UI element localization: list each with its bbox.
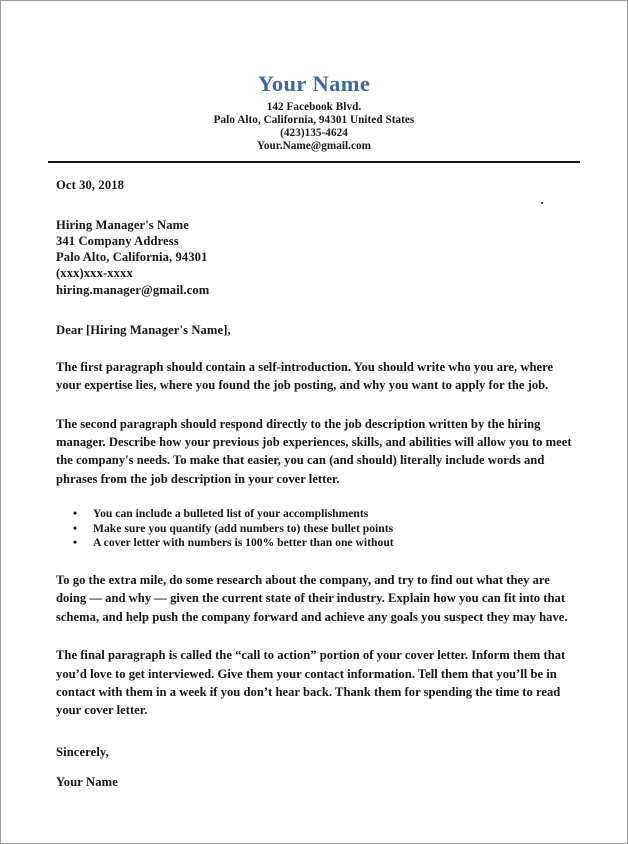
recipient-email: hiring.manager@gmail.com xyxy=(56,282,210,297)
accomplishments-list xyxy=(56,507,572,551)
header-divider xyxy=(48,161,580,163)
recipient-phone: (xxx)xxx-xxxx xyxy=(56,266,133,281)
stray-mark xyxy=(541,202,543,204)
salutation: Dear [Hiring Manager's Name], xyxy=(56,322,231,337)
recipient-city-state-zip: Palo Alto, California, 94301 xyxy=(56,250,208,265)
sender-address-line-2: Palo Alto, California, 94301 United States xyxy=(213,114,415,127)
list-item-label: A cover letter with numbers is 100% better than one without xyxy=(93,536,394,550)
bullet-icon: • xyxy=(73,507,78,521)
paragraph-third: To go the extra mile, do some research about the company, and try to find out what they are doing — and why — given the current state of their industry. Explain how you can fit into that schema, and help push the company forward and achieve any goals you suspect they may have. xyxy=(56,572,568,624)
bullet-icon: • xyxy=(73,521,78,535)
paragraph-first: The first paragraph should contain a self-introduction. You should write who you are, where your expertise lies, where you found the job posting, and why you want to apply for the job. xyxy=(56,359,554,393)
list-item xyxy=(56,507,572,522)
paragraph-final: The final paragraph is called the “call to action” portion of your cover letter. Inform them that you’d love to get interviewed. Give them your contact information. Tell them that you’ll be in contact with them in a week if you don’t hear back. Thank them for spending the time to read your cover letter. xyxy=(56,648,566,718)
sender-address-line-1: 142 Facebook Blvd. xyxy=(266,100,362,113)
letter-date: Oct 30, 2018 xyxy=(56,177,125,192)
letter-body xyxy=(56,177,572,790)
bullet-icon: • xyxy=(73,536,78,550)
sender-phone: (423)135-4624 xyxy=(280,127,348,140)
list-item-label: Make sure you quantify (add numbers to) these bullet points xyxy=(93,521,394,535)
closing-signature-name: Your Name xyxy=(56,774,118,789)
sender-email: Your.Name@gmail.com xyxy=(256,140,372,153)
paragraph-second: The second paragraph should respond directly to the job description written by the hiring manager. Describe how your previous job experiences, skills, and abilities will allow you to meet the company's needs. To make that easier, you can (and should) literally include words and phrases from the job description in your cover letter. xyxy=(56,416,572,486)
closing-sign-off: Sincerely, xyxy=(56,744,109,759)
list-item-label: You can include a bulleted list of your accomplishments xyxy=(93,507,369,521)
list-item xyxy=(56,536,572,551)
recipient-name: Hiring Manager's Name xyxy=(56,217,189,232)
list-item xyxy=(56,522,572,537)
letterhead xyxy=(1,1,627,163)
sender-name: Your Name xyxy=(257,71,371,96)
recipient-block xyxy=(56,217,572,298)
recipient-address: 341 Company Address xyxy=(56,233,179,248)
letter-sheet xyxy=(1,1,627,843)
